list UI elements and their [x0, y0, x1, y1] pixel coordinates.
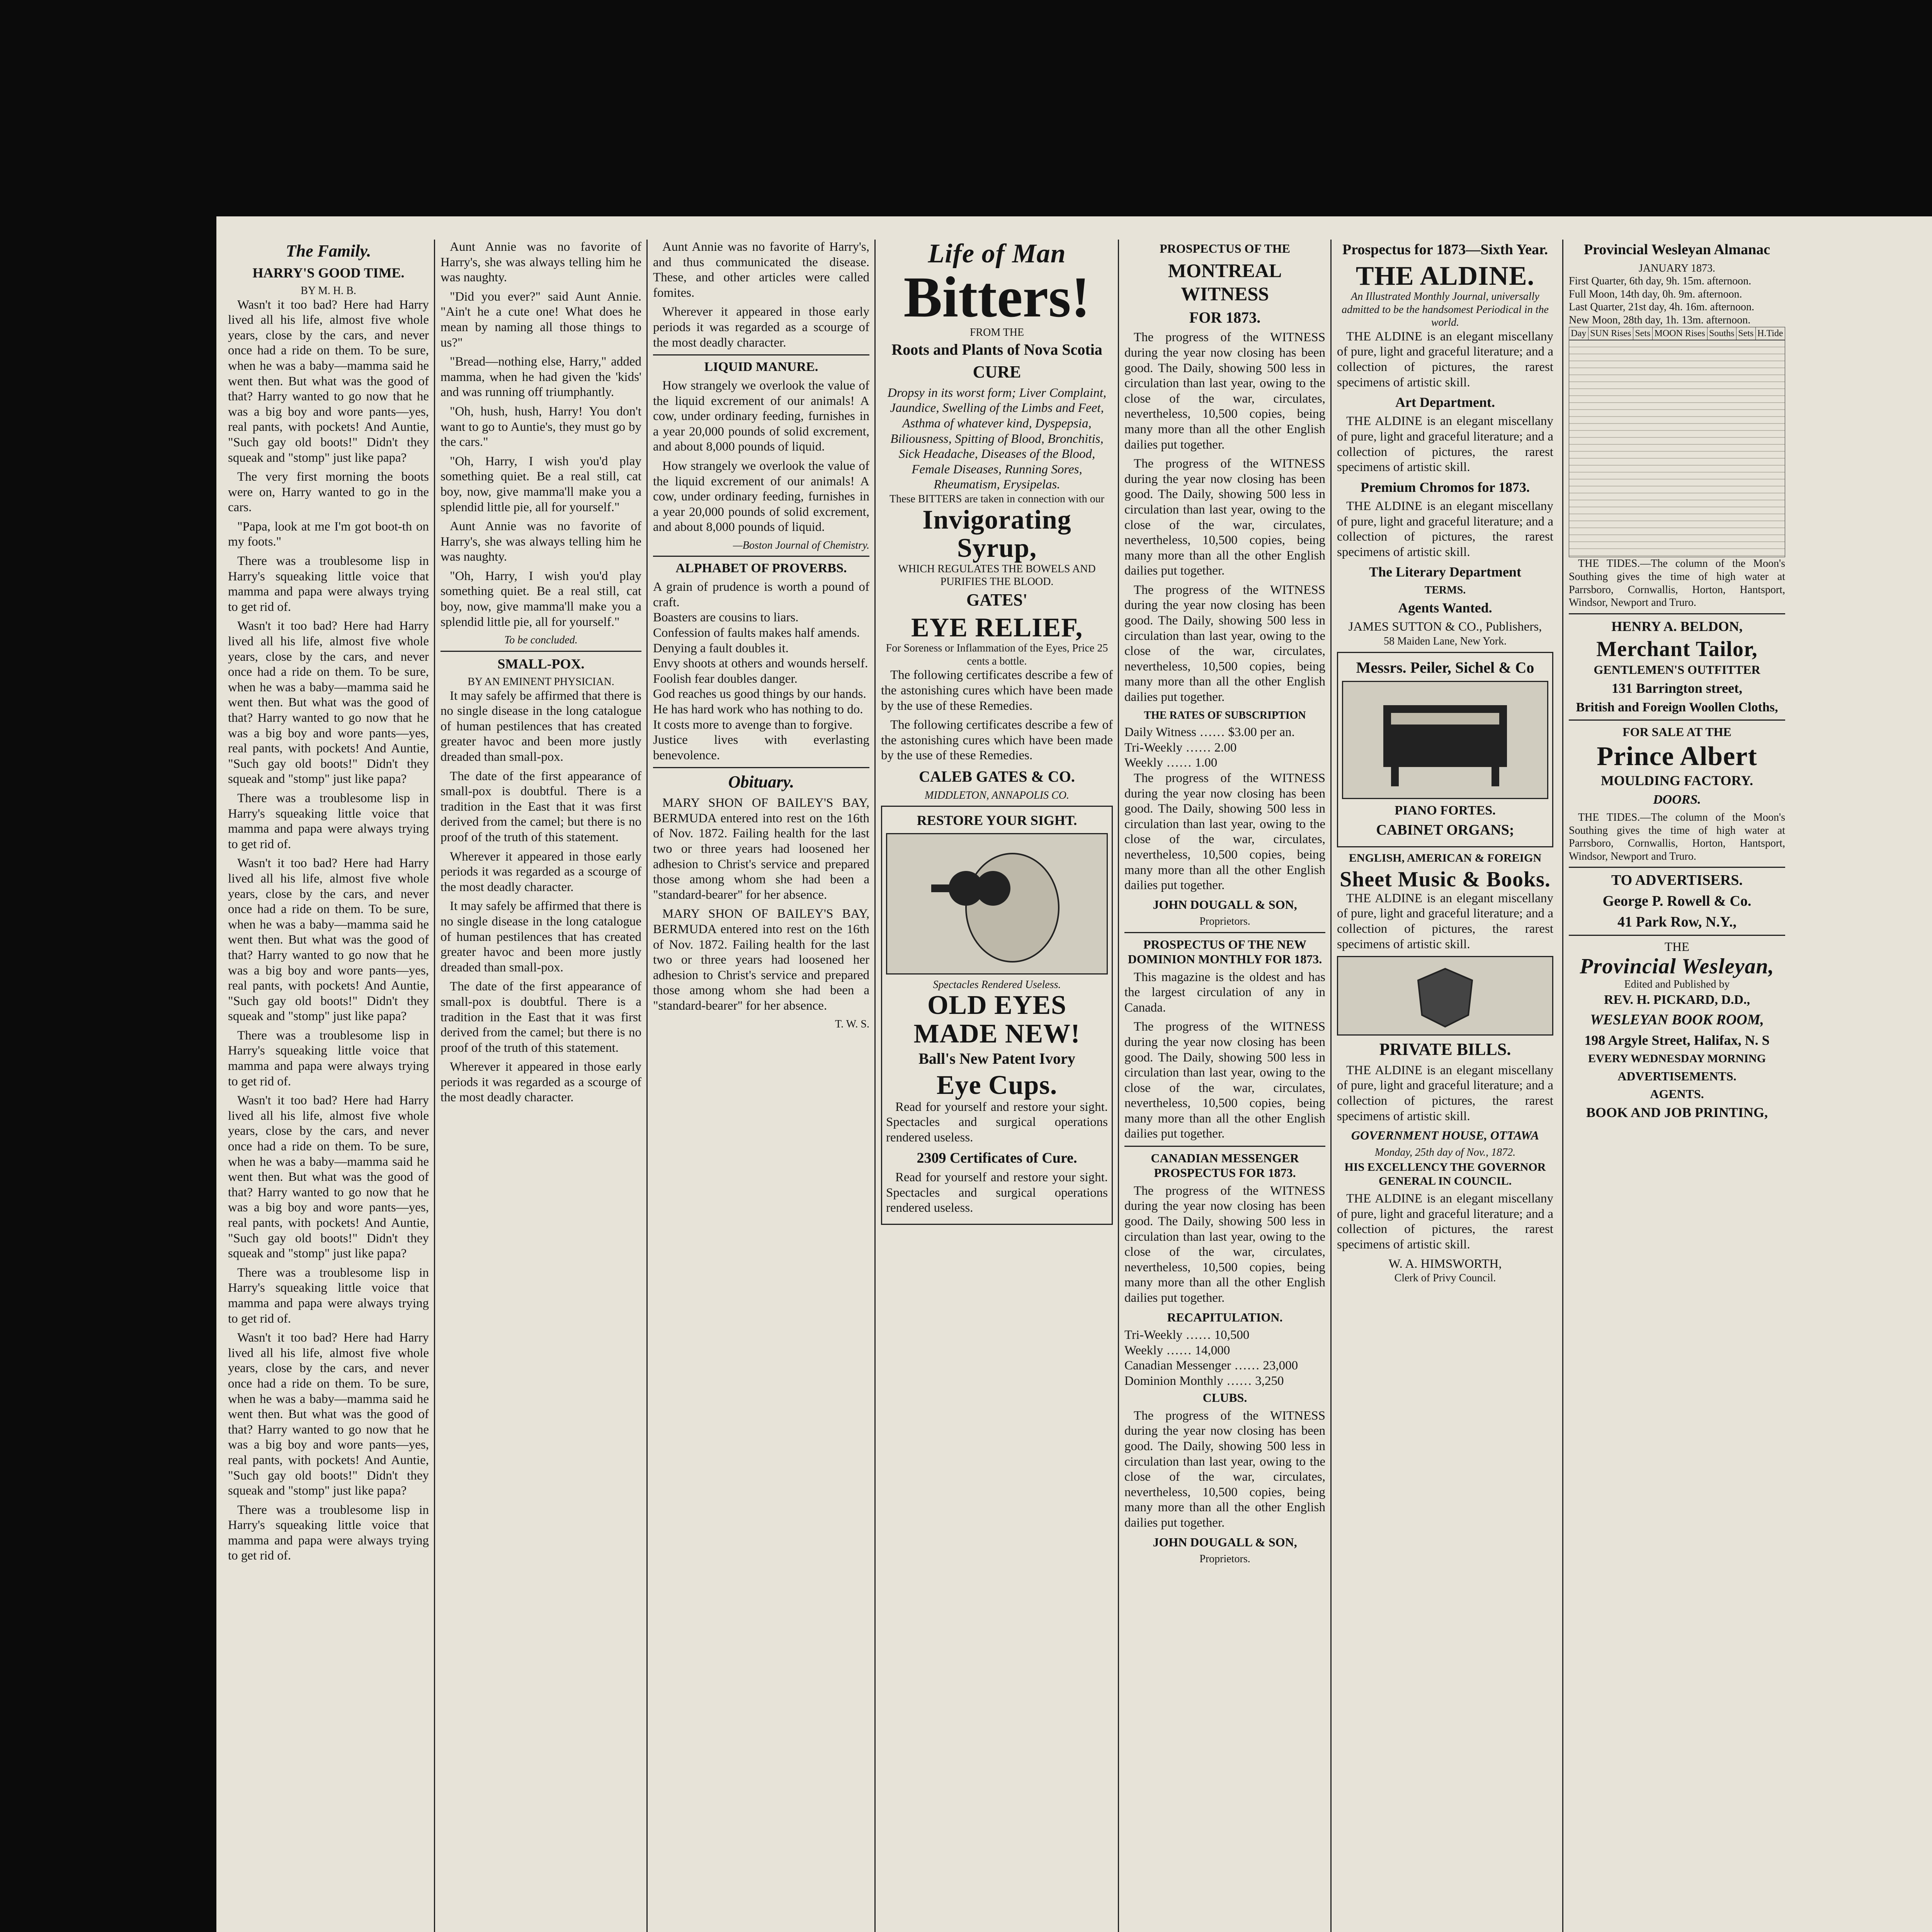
recap-value: 3,250: [1255, 1374, 1284, 1388]
for-sale-at: FOR SALE AT THE: [1622, 725, 1731, 739]
himsworth: W. A. HIMSWORTH,: [1388, 1257, 1502, 1271]
agents-wanted: Agents Wanted.: [1398, 600, 1492, 616]
prospectus-label: PROSPECTUS OF THE: [1160, 242, 1290, 255]
bitters-description: Dropsy in its worst form; Liver Complaint, Jaundice, Swelling of the Limbs and Feet, Asthma of whatever kind, Dyspepsia, Biliousness, Spitting of Blood, Bronchitis, Sick Headache, Diseases of the Blood, Female Diseases, Running Sores, Rheumatism, Erysipelas.: [887, 386, 1107, 492]
story-title: HARRY'S GOOD TIME.: [252, 265, 405, 281]
rates-title: THE RATES OF SUBSCRIPTION: [1144, 709, 1306, 721]
divider: [653, 556, 869, 557]
paragraph: THE ALDINE is an elegant miscellany of pure, light and graceful literature; and a collection of pictures, the rarest specimens of artistic skill.: [1337, 891, 1553, 951]
column-header: MOON Rises: [1652, 327, 1707, 340]
beldon-name: HENRY A. BELDON,: [1611, 618, 1743, 634]
sheet-music-head: ENGLISH, AMERICAN & FOREIGN: [1349, 851, 1542, 864]
advertisements-title: ADVERTISEMENTS.: [1617, 1069, 1736, 1083]
paragraph: The progress of the WITNESS during the year now closing has been good. The Daily, showing 500 less in circulation than last year, owing to the close of the war, circulates, nevertheless, 10,500 copies, being many more than all the other English dailies put together.: [1124, 330, 1325, 452]
paragraph: There was a troublesome lisp in Harry's squeaking little voice that mamma and papa were always trying to get rid of.: [228, 554, 429, 614]
merchant-tailor: Merchant Tailor,: [1596, 637, 1758, 661]
smallpox-title: SMALL-POX.: [497, 656, 585, 672]
paragraph: Wasn't it too bad? Here had Harry lived all his life, almost five whole years, close by the cars, and never once had a ride on them. To be sure, when he was a baby—mamma said he went then. But what was the good of that? Harry wanted to go now that he was a big boy and wore pants—yes, real pants, with pockets! And Auntie, "Such gay old boots!" Didn't they squeak and "stomp" just like papa?: [228, 856, 429, 1024]
paragraph: Aunt Annie was no favorite of Harry's, and thus communicated the disease. These, and other articles were called fomites.: [653, 240, 869, 300]
caleb-gates: CALEB GATES & CO.: [919, 767, 1075, 785]
messenger-title: CANADIAN MESSENGER PROSPECTUS FOR 1873.: [1151, 1151, 1299, 1180]
paragraph: "Papa, look at me I'm got boot-th on my foots.": [228, 519, 429, 549]
peiler-sichel: Messrs. Peiler, Sichel & Co: [1356, 658, 1534, 676]
sutton-address: 58 Maiden Lane, New York.: [1383, 635, 1507, 647]
aldine-prospectus: Prospectus for 1873—Sixth Year.: [1342, 242, 1548, 258]
paragraph: Wherever it appeared in those early periods it was regarded as a scourge of the most deadly character.: [440, 849, 641, 894]
recap-title: RECAPITULATION.: [1167, 1310, 1283, 1324]
almanac-title: Provincial Wesleyan Almanac: [1583, 242, 1770, 258]
divider: [653, 354, 869, 355]
eye-relief-title: EYE RELIEF,: [911, 612, 1083, 643]
eye-cups-title: Eye Cups.: [936, 1070, 1058, 1100]
paragraph: THE ALDINE is an elegant miscellany of pure, light and graceful literature; and a collection of pictures, the rarest specimens of artistic skill.: [1337, 414, 1553, 474]
recap-row: Canadian Messenger …… 23,000: [1124, 1359, 1298, 1373]
paragraph: The progress of the WITNESS during the year now closing has been good. The Daily, showing 500 less in circulation than last year, owing to the close of the war, circulates, nevertheless, 10,500 copies, being many more than all the other English dailies put together.: [1124, 1184, 1325, 1305]
paragraph: Wasn't it too bad? Here had Harry lived all his life, almost five whole years, close by the cars, and never once had a ride on them. To be sure, when he was a baby—mamma said he went then. But what was the good of that? Harry wanted to go now that he was a big boy and wore pants—yes, real pants, with pockets! And Auntie, "Such gay old boots!" Didn't they squeak and "stomp" just like papa?: [228, 619, 429, 786]
government-house: GOVERNMENT HOUSE, OTTAWA: [1351, 1128, 1539, 1143]
bitters-cure: CURE: [973, 362, 1021, 382]
recap-row: Weekly …… 14,000: [1124, 1343, 1230, 1357]
paragraph: There was a troublesome lisp in Harry's squeaking little voice that mamma and papa were always trying to get rid of.: [228, 791, 429, 851]
rate-label: Weekly: [1124, 756, 1163, 770]
moon-phase: Full Moon, 14th day, 0h. 9m. afternoon.: [1569, 288, 1742, 300]
book-job-printing: BOOK AND JOB PRINTING,: [1586, 1105, 1768, 1121]
cabinet-organs: CABINET ORGANS;: [1376, 822, 1514, 838]
divider: [653, 767, 869, 768]
piano-icon: [1372, 690, 1519, 790]
almanac-month: JANUARY 1873.: [1638, 262, 1716, 274]
column-rule: [874, 240, 876, 1932]
column-almanac: [1569, 240, 1785, 1932]
paragraph: THE ALDINE is an elegant miscellany of pure, light and graceful literature; and a collection of pictures, the rarest specimens of artistic skill.: [1337, 499, 1553, 559]
paragraph: There was a troublesome lisp in Harry's squeaking little voice that mamma and papa were always trying to get rid of.: [228, 1265, 429, 1326]
piano-fortes: PIANO FORTES.: [1395, 803, 1496, 818]
aldine-subtitle: An Illustrated Monthly Journal, universally admitted to be the handsomest Periodical in the world.: [1342, 291, 1549, 329]
bitters-conjunction: These BITTERS are taken in connection with our: [889, 493, 1104, 505]
publisher-sub: Proprietors.: [1199, 915, 1250, 928]
premium-chromos: Premium Chromos for 1873.: [1361, 479, 1530, 495]
rate-label: Tri-Weekly: [1124, 740, 1183, 755]
paragraph: "Did you ever?" said Aunt Annie. "Ain't he a cute one! What does he mean by naming all those things to us?": [440, 289, 641, 350]
paragraph: It may safely be affirmed that there is no single disease in the long catalogue of human pestilences that has created greater havoc and been more justly dreaded than small-pox.: [440, 899, 641, 975]
section-title: The Family.: [286, 242, 371, 260]
dominion-title: PROSPECTUS OF THE NEW DOMINION MONTHLY FOR 1873.: [1128, 937, 1322, 966]
publisher: JOHN DOUGALL & SON,: [1153, 897, 1297, 912]
column-advertisements: [881, 240, 1113, 1932]
proverb: He has hard work who has nothing to do.: [653, 702, 863, 717]
to-be-concluded: To be concluded.: [504, 634, 578, 646]
eye-cups-ad: [881, 806, 1113, 1225]
paragraph: The progress of the WITNESS during the year now closing has been good. The Daily, showing 500 less in circulation than last year, owing to the close of the war, circulates, nevertheless, 10,500 copies, being many more than all the other English dailies put together.: [1124, 771, 1325, 893]
eye-relief-subtitle: For Soreness or Inflammation of the Eyes, Price 25 cents a bottle.: [886, 642, 1108, 667]
terms-title: TERMS.: [1424, 584, 1466, 596]
paragraph: Wasn't it too bad? Here had Harry lived all his life, almost five whole years, close by the cars, and never once had a ride on them. To be sure, when he was a baby—mamma said he went then. But what was the good of that? Harry wanted to go now that he was a big boy and wore pants—yes, real pants, with pockets! And Auntie, "Such gay old boots!" Didn't they squeak and "stomp" just like papa?: [228, 1331, 429, 1498]
divider: [1569, 613, 1785, 614]
recap-label: Canadian Messenger: [1124, 1359, 1231, 1373]
proverb: Envy shoots at others and wounds herself.: [653, 656, 868, 671]
column-witness: [1124, 240, 1325, 1932]
gates-label: GATES': [966, 590, 1028, 609]
sutton-publisher: JAMES SUTTON & CO., Publishers,: [1348, 620, 1542, 634]
column-rule: [1330, 240, 1332, 1932]
column-header: H.Tide: [1755, 327, 1785, 340]
proverb: Denying a fault doubles it.: [653, 641, 789, 655]
proverb: Foolish fear doubles danger.: [653, 672, 798, 686]
governor-in-council: HIS EXCELLENCY THE GOVERNOR GENERAL IN COUNCIL.: [1344, 1161, 1546, 1188]
recap-value: 10,500: [1214, 1328, 1250, 1342]
paragraph: The progress of the WITNESS during the year now closing has been good. The Daily, showing 500 less in circulation than last year, owing to the close of the war, circulates, nevertheless, 10,500 copies, being many more than all the other English dailies put together.: [1124, 583, 1325, 704]
proverb: God reaches us good things by our hands.: [653, 687, 866, 701]
paragraph: The date of the first appearance of small-pox is doubtful. There is a tradition in the East that it was first derived from the camel; but there is no proof of the truth of this statement.: [440, 769, 641, 844]
paragraph: THE ALDINE is an elegant miscellany of pure, light and graceful literature; and a collection of pictures, the rarest specimens of artistic skill.: [1337, 1063, 1553, 1123]
agents-title: AGENTS.: [1650, 1087, 1704, 1101]
almanac-table-body: [1569, 340, 1785, 557]
column-header: Sets: [1633, 327, 1653, 340]
column-header: SUN Rises: [1588, 327, 1633, 340]
paragraph: The progress of the WITNESS during the year now closing has been good. The Daily, showing 500 less in circulation than last year, owing to the close of the war, circulates, nevertheless, 10,500 copies, being many more than all the other English dailies put together.: [1124, 1408, 1325, 1530]
prince-albert: Prince Albert: [1597, 742, 1757, 772]
rate-value: 2.00: [1214, 740, 1237, 755]
paragraph: Aunt Annie was no favorite of Harry's, she was always telling him he was naughty.: [440, 519, 641, 564]
recap-label: Weekly: [1124, 1343, 1163, 1357]
rowell: George P. Rowell & Co.: [1602, 893, 1752, 909]
column-rule: [1562, 240, 1563, 1932]
proverb: Boasters are cousins to liars.: [653, 611, 799, 625]
paragraph: "Oh, Harry, I wish you'd play something quiet. Be a real still, cat boy, now, give mamma'll make you a splendid little pie, all for yourself.": [440, 569, 641, 629]
newspaper-page: [216, 216, 1932, 1932]
old-eyes-headline: OLD EYES MADE NEW!: [913, 990, 1080, 1049]
proverb: Confession of faults makes half amends.: [653, 626, 860, 640]
syrup-subtitle: WHICH REGULATES THE BOWELS AND PURIFIES THE BLOOD.: [898, 563, 1096, 588]
smallpox-byline: BY AN EMINENT PHYSICIAN.: [468, 676, 614, 688]
edited-by: Edited and Published by: [1624, 978, 1730, 990]
private-bills: PRIVATE BILLS.: [1379, 1040, 1511, 1059]
rate-row: Tri-Weekly …… 2.00: [1124, 740, 1237, 755]
paragraph: THE ALDINE is an elegant miscellany of pure, light and graceful literature; and a collection of pictures, the rarest specimens of artistic skill.: [1337, 329, 1553, 389]
pickard: REV. H. PICKARD, D.D.,: [1604, 993, 1750, 1007]
column-header: Souths: [1707, 327, 1736, 340]
column-aldine: [1337, 240, 1553, 1932]
obituary-signature: T. W. S.: [835, 1018, 869, 1030]
recap-label: Tri-Weekly: [1124, 1328, 1183, 1342]
royal-arms-illustration: [1337, 956, 1553, 1036]
publisher-sub: Proprietors.: [1199, 1553, 1250, 1565]
paragraph: Wasn't it too bad? Here had Harry lived all his life, almost five whole years, close by the cars, and never once had a ride on them. To be sure, when he was a baby—mamma said he went then. But what was the good of that? Harry wanted to go now that he was a big boy and wore pants—yes, real pants, with pockets! And Auntie, "Such gay old boots!" Didn't they squeak and "stomp" just like papa?: [228, 298, 429, 465]
face-with-eyecups-icon: [916, 842, 1078, 966]
paragraph: Wasn't it too bad? Here had Harry lived all his life, almost five whole years, close by the cars, and never once had a ride on them. To be sure, when he was a baby—mamma said he went then. But what was the good of that? Harry wanted to go now that he was a big boy and wore pants—yes, real pants, with pockets! And Auntie, "Such gay old boots!" Didn't they squeak and "stomp" just like papa?: [228, 1094, 429, 1261]
paragraph: How strangely we overlook the value of the liquid excrement of our animals! A cow, under ordinary feeding, furnishes in a year 20,000 pounds of solid excrement, and about 8,000 pounds of liquid.: [653, 378, 869, 454]
aldine-title: THE ALDINE.: [1355, 261, 1535, 291]
balls-patent: Ball's New Patent Ivory: [918, 1050, 1075, 1068]
divider: [1569, 719, 1785, 721]
moulding-factory: MOULDING FACTORY.: [1600, 772, 1753, 788]
bitters-title: Bitters!: [903, 265, 1090, 329]
coat-of-arms-icon: [1387, 961, 1503, 1031]
to-advertisers: TO ADVERTISERS.: [1611, 872, 1743, 889]
almanac-table: [1569, 327, 1785, 340]
gentlemens-outfitter: GENTLEMEN'S OUTFITTER: [1594, 662, 1760, 677]
rate-value: $3.00 per an.: [1228, 725, 1295, 740]
paragraph: "Oh, Harry, I wish you'd play something quiet. Be a real still, cat boy, now, give mamma'll make you a splendid little pie, all for yourself.": [440, 454, 641, 514]
literary-department: The Literary Department: [1369, 564, 1521, 580]
proverbs-title: ALPHABET OF PROVERBS.: [675, 561, 847, 576]
argyle-street: 198 Argyle Street, Halifax, N. S: [1584, 1032, 1770, 1048]
govt-date: Monday, 25th day of Nov., 1872.: [1374, 1146, 1516, 1158]
obituary-title: Obituary.: [728, 772, 794, 792]
column-articles: [653, 240, 869, 1932]
moon-phase: Last Quarter, 21st day, 4h. 16m. afternoon.: [1569, 301, 1754, 313]
rate-value: 1.00: [1195, 756, 1218, 770]
column-family: [228, 240, 429, 1932]
source-credit: —Boston Journal of Chemistry.: [733, 539, 869, 551]
paragraph: How strangely we overlook the value of the liquid excrement of our animals! A cow, under ordinary feeding, furnishes in a year 20,000 pounds of solid excrement, and about 8,000 pounds of liquid.: [653, 459, 869, 534]
wesleyan-the: THE: [1664, 940, 1690, 954]
witness-year: FOR 1873.: [1189, 309, 1261, 327]
column-rule: [1118, 240, 1119, 1932]
piano-ad: [1337, 652, 1553, 847]
provincial-wesleyan: Provincial Wesleyan,: [1580, 954, 1774, 978]
rate-row: Daily Witness …… $3.00 per an.: [1124, 725, 1295, 740]
paragraph: THE TIDES.—The column of the Moon's Southing gives the time of high water at Parrsboro, Cornwallis, Horton, Hantsport, Windsor, Newport and Truro.: [1569, 811, 1785, 862]
divider: [1124, 932, 1325, 933]
woollen-cloths: British and Foreign Woollen Cloths,: [1576, 700, 1778, 715]
paragraph: Wherever it appeared in those early periods it was regarded as a scourge of the most deadly character.: [440, 1060, 641, 1105]
story-byline: BY M. H. B.: [301, 284, 356, 297]
paragraph: The progress of the WITNESS during the year now closing has been good. The Daily, showing 500 less in circulation than last year, owing to the close of the war, circulates, nevertheless, 10,500 copies, being many more than all the other English dailies put together.: [1124, 457, 1325, 578]
doors: DOORS.: [1653, 793, 1701, 807]
every-wednesday: EVERY WEDNESDAY MORNING: [1588, 1052, 1766, 1065]
rate-label: Daily Witness: [1124, 725, 1196, 740]
clubs-title: CLUBS.: [1202, 1391, 1247, 1405]
paragraph: The following certificates describe a few of the astonishing cures which have been made by the use of these Remedies.: [881, 718, 1113, 763]
rate-row: Weekly …… 1.00: [1124, 756, 1218, 770]
rowell-address: 41 Park Row, N.Y.,: [1617, 913, 1736, 930]
paragraph: "Bread—nothing else, Harry," added mamma, when he had given the 'kids' and was running off triumphantly.: [440, 355, 641, 400]
publisher: JOHN DOUGALL & SON,: [1153, 1535, 1297, 1549]
syrup-title: Invigorating Syrup,: [922, 505, 1071, 563]
paragraph: The date of the first appearance of small-pox is doubtful. There is a tradition in the East that it was first derived from the camel; but there is no proof of the truth of this statement.: [440, 980, 641, 1055]
spectacles-illustration: [886, 833, 1108, 975]
column-rule: [434, 240, 435, 1932]
paragraph: MARY SHON OF BAILEY'S BAY, BERMUDA entered into rest on the 16th of Nov. 1872. Failing health for the last two or three years had loosened her adhesion to Christ's service and prepared those among whom she had been a "standard-bearer" for her absence.: [653, 796, 869, 902]
divider: [1569, 935, 1785, 936]
column-header: Day: [1569, 327, 1588, 340]
witness-title: MONTREAL WITNESS: [1168, 260, 1282, 305]
column-rule: [646, 240, 648, 1932]
sheet-music-title: Sheet Music & Books.: [1340, 867, 1551, 891]
column-story-continued: [440, 240, 641, 1932]
wesleyan-book-room: WESLEYAN BOOK ROOM,: [1590, 1011, 1764, 1028]
proverb: It costs more to avenge than to forgive.: [653, 718, 853, 732]
paragraph: MARY SHON OF BAILEY'S BAY, BERMUDA entered into rest on the 16th of Nov. 1872. Failing health for the last two or three years had loosened her adhesion to Christ's service and prepared those among whom she had been a "standard-bearer" for her absence.: [653, 907, 869, 1013]
liquid-manure-title: LIQUID MANURE.: [704, 360, 818, 374]
recap-row: Dominion Monthly …… 3,250: [1124, 1374, 1284, 1388]
paragraph: The progress of the WITNESS during the year now closing has been good. The Daily, showing 500 less in circulation than last year, owing to the close of the war, circulates, nevertheless, 10,500 copies, being many more than all the other English dailies put together.: [1124, 1020, 1325, 1141]
recap-value: 23,000: [1263, 1359, 1298, 1373]
paragraph: This magazine is the oldest and has the largest circulation of any in Canada.: [1124, 970, 1325, 1015]
column-header: Sets: [1736, 327, 1755, 340]
art-department: Art Department.: [1395, 395, 1495, 410]
himsworth-title: Clerk of Privy Council.: [1394, 1272, 1496, 1284]
paragraph: Read for yourself and restore your sight. Spectacles and surgical operations rendered useless.: [886, 1170, 1108, 1215]
bitters-from: FROM THE: [969, 326, 1024, 338]
divider: [1569, 867, 1785, 868]
moon-phase: New Moon, 28th day, 1h. 13m. afternoon.: [1569, 314, 1751, 326]
spectacles-caption: Spectacles Rendered Useless.: [933, 978, 1061, 991]
table-header-row: [1569, 327, 1785, 340]
recap-row: Tri-Weekly …… 10,500: [1124, 1328, 1250, 1342]
recap-label: Dominion Monthly: [1124, 1374, 1223, 1388]
paragraph: There was a troublesome lisp in Harry's squeaking little voice that mamma and papa were always trying to get rid of.: [228, 1503, 429, 1563]
beldon-address: 131 Barrington street,: [1611, 680, 1743, 696]
paragraph: There was a troublesome lisp in Harry's squeaking little voice that mamma and papa were always trying to get rid of.: [228, 1028, 429, 1088]
caleb-address: MIDDLETON, ANNAPOLIS CO.: [925, 789, 1069, 801]
bitters-roots: Roots and Plants of Nova Scotia: [891, 341, 1102, 359]
certificates-heading: 2309 Certificates of Cure.: [917, 1150, 1077, 1166]
paragraph: It may safely be affirmed that there is no single disease in the long catalogue of human pestilences that has created greater havoc and been more justly dreaded than small-pox.: [440, 689, 641, 764]
restore-sight: RESTORE YOUR SIGHT.: [917, 813, 1077, 828]
paragraph: "Oh, hush, hush, Harry! You don't want to go to Auntie's, they must go by the cars.": [440, 404, 641, 449]
paragraph: Read for yourself and restore your sight. Spectacles and surgical operations rendered useless.: [886, 1100, 1108, 1145]
proverb: A grain of prudence is worth a pound of craft.: [653, 580, 869, 609]
tide-note: THE TIDES.—The column of the Moon's Southing gives the time of high water at Parrsboro, Cornwallis, Horton, Hantsport, Windsor, Newport and Truro.: [1569, 558, 1785, 609]
proverb: Justice lives with everlasting benevolence.: [653, 733, 869, 762]
bitters-header: Life of Man: [928, 240, 1066, 269]
recap-value: 14,000: [1195, 1343, 1230, 1357]
paragraph: The very first morning the boots were on, Harry wanted to go in the cars.: [228, 470, 429, 515]
divider: [1124, 1146, 1325, 1147]
paragraph: The following certificates describe a few of the astonishing cures which have been made by the use of these Remedies.: [881, 668, 1113, 713]
divider: [440, 651, 641, 652]
paragraph: THE ALDINE is an elegant miscellany of pure, light and graceful literature; and a collection of pictures, the rarest specimens of artistic skill.: [1337, 1192, 1553, 1252]
paragraph: Aunt Annie was no favorite of Harry's, she was always telling him he was naughty.: [440, 240, 641, 285]
piano-illustration: [1342, 681, 1548, 799]
paragraph: Wherever it appeared in those early periods it was regarded as a scourge of the most deadly character.: [653, 305, 869, 350]
moon-phase: First Quarter, 6th day, 9h. 15m. afternoon.: [1569, 275, 1752, 287]
